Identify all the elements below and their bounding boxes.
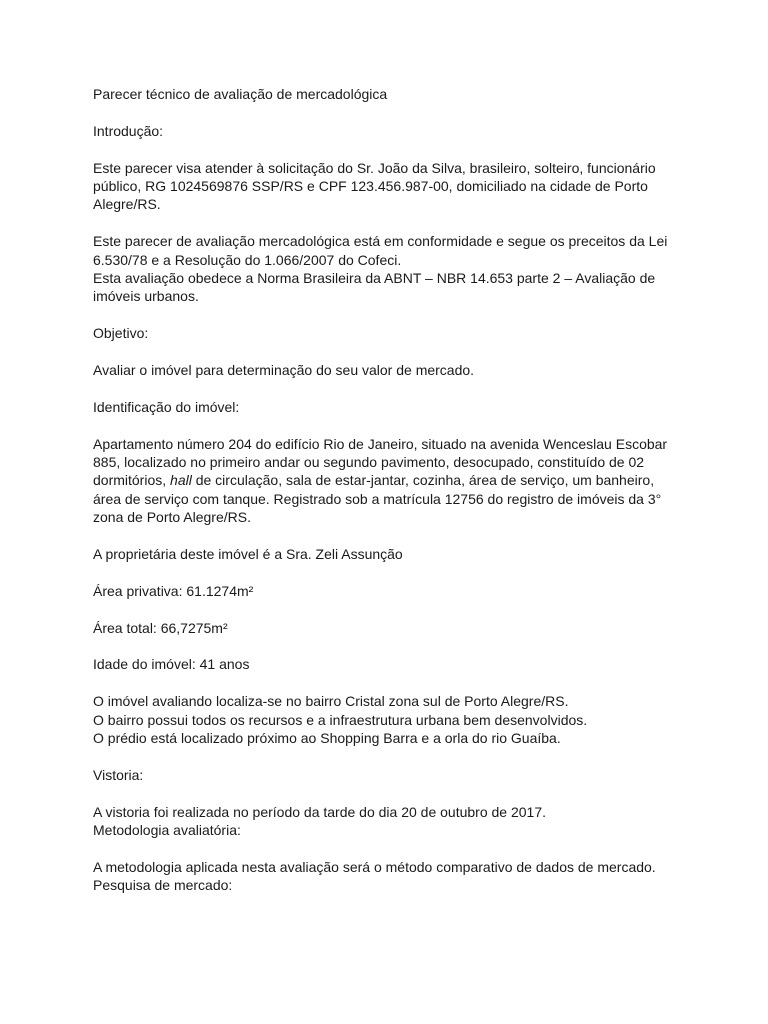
methodology-text: A metodologia aplicada nesta avaliação será o método comparativo de dados de mercado.	[93, 858, 656, 875]
intro-heading: Introdução:	[93, 122, 164, 139]
spacer	[93, 103, 683, 121]
intro-paragraph-1: Este parecer visa atender à solicitação do Sr. João da Silva, brasileiro, solteiro, funcionário público, RG 1024569876 SSP/RS e CPF 123.456.987-00, domiciliado na cidade de Porto Alegre/RS.	[93, 159, 656, 213]
intro-paragraph-2-line-1: Este parecer de avaliação mercadológica está em conformidade e segue os preceitos da Lei 6.530/78 e a Resolução do 1.066/2007 do Cofeci.	[93, 233, 668, 268]
identification-hall-word: hall	[170, 472, 192, 489]
spacer	[93, 637, 683, 655]
spacer	[93, 839, 683, 857]
location-line-3: O prédio está localizado próximo ao Shopping Barra e a orla do rio Guaíba.	[93, 730, 561, 747]
spacer	[93, 600, 683, 618]
objective-heading: Objetivo:	[93, 325, 149, 342]
spacer	[93, 527, 683, 545]
property-age: Idade do imóvel: 41 anos	[93, 656, 250, 673]
area-total: Área total: 66,7275m²	[93, 619, 228, 636]
spacer	[93, 306, 683, 324]
spacer	[93, 416, 683, 434]
inspection-heading: Vistoria:	[93, 766, 144, 783]
methodology-heading: Metodologia avaliatória:	[93, 822, 241, 839]
spacer	[93, 214, 683, 232]
location-line-2: O bairro possui todos os recursos e a infraestrutura urbana bem desenvolvidos.	[93, 711, 588, 728]
spacer	[93, 563, 683, 581]
spacer	[93, 674, 683, 692]
spacer	[93, 379, 683, 397]
market-research-heading: Pesquisa de mercado:	[93, 877, 233, 894]
objective-text: Avaliar o imóvel para determinação do seu valor de mercado.	[93, 362, 475, 379]
spacer	[93, 747, 683, 765]
identification-text-part-2: de circulação, sala de estar-jantar, cozinha, área de serviço, um banheiro, área de serviço com tanque. Registrado sob a matrícula 12756 do registro de imóveis da 3° zona de Porto Alegre/RS.	[93, 472, 662, 526]
area-private: Área privativa: 61.1274m²	[93, 582, 254, 599]
intro-paragraph-2-line-2: Esta avaliação obedece a Norma Brasileira da ABNT – NBR 14.653 parte 2 – Avaliação de imóveis urbanos.	[93, 270, 656, 305]
inspection-text: A vistoria foi realizada no período da tarde do dia 20 de outubro de 2017.	[93, 803, 546, 820]
location-line-1: O imóvel avaliando localiza-se no bairro Cristal zona sul de Porto Alegre/RS.	[93, 693, 569, 710]
identification-text-part-1: Apartamento número 204 do edifício Rio de Janeiro, situado na avenida Wenceslau Escobar 885, localizado no primeiro andar ou segundo pavimento, desocupado, constituído de 02 dormitórios,	[93, 435, 668, 489]
spacer	[93, 343, 683, 361]
identification-heading: Identificação do imóvel:	[93, 398, 240, 415]
spacer	[93, 784, 683, 802]
owner-text: A proprietária deste imóvel é a Sra. Zeli Assunção	[93, 546, 403, 563]
document-page	[93, 85, 683, 895]
identification-text	[93, 435, 683, 527]
spacer	[93, 140, 683, 158]
document-title: Parecer técnico de avaliação de mercadológica	[93, 86, 388, 102]
